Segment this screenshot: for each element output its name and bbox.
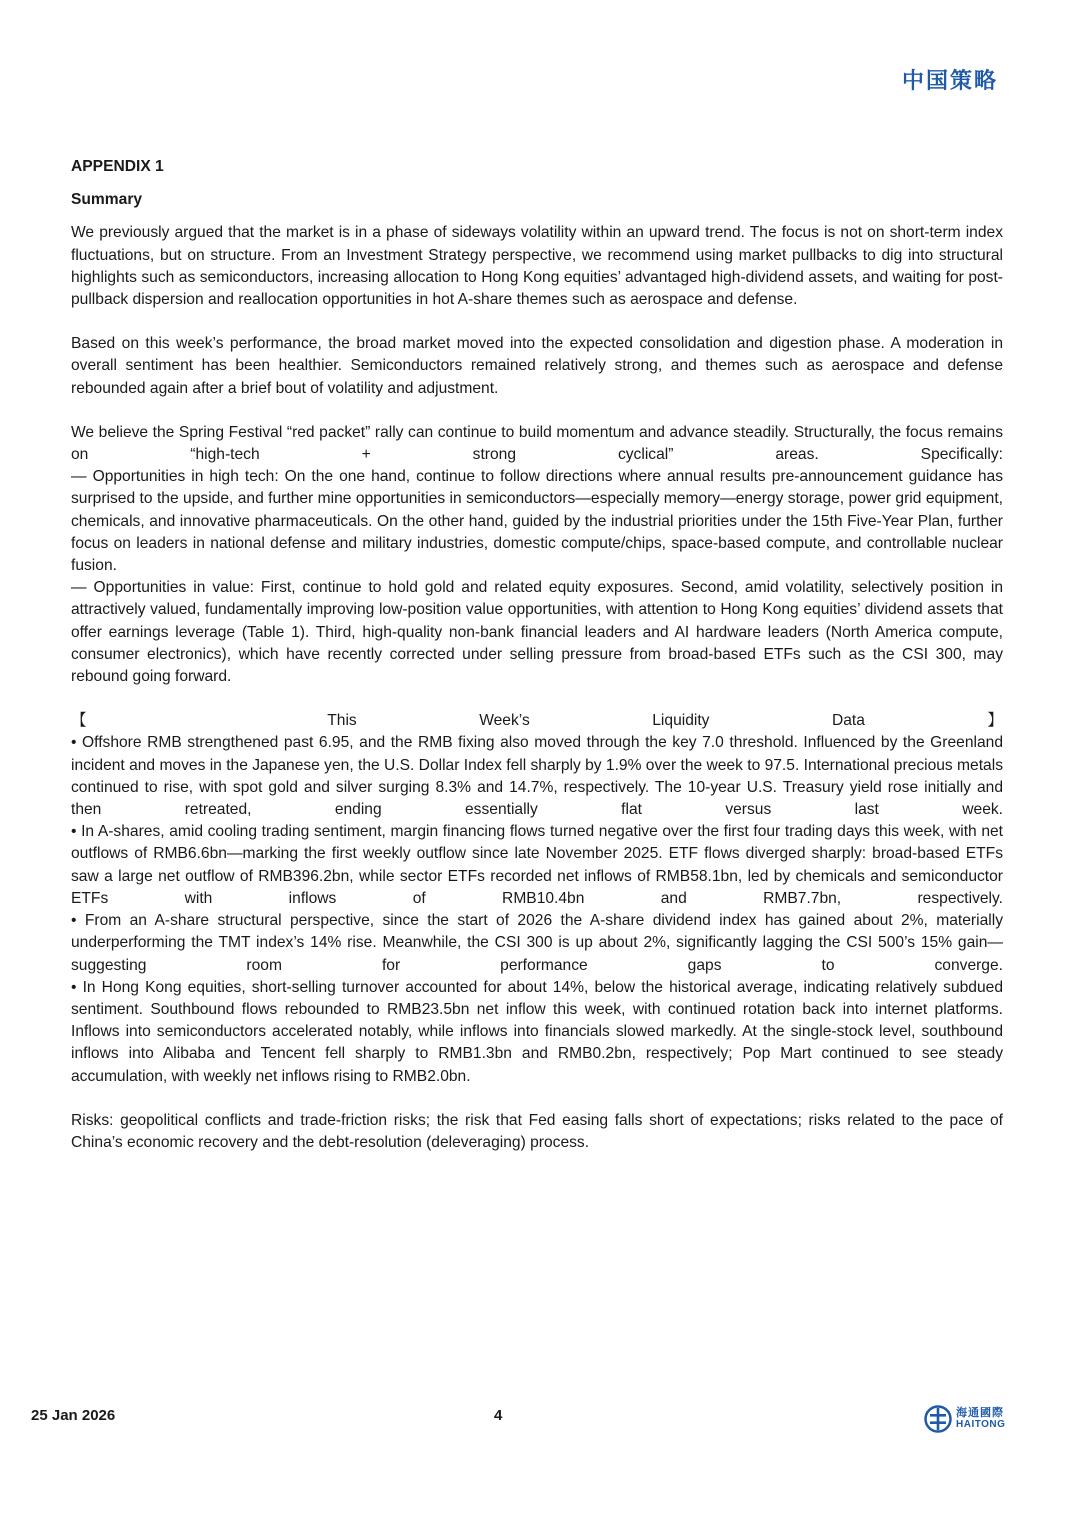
liquidity-bullet-a-shares: • In A-shares, amid cooling trading sentiment, margin financing flows turned negative over the first four trading days this week, with net outflows of RMB6.6bn—marking the first weekly outflow since late November 2025. ETF flows diverged sharply: broad-based ETFs saw a large net outflow of RMB396.2bn, while sector ETFs recorded net inflows of RMB58.1bn, led by chemicals and semiconductor ETFs with inflows of RMB10.4bn and RMB7.7bn, respectively. (71, 823, 1003, 907)
outlook-value: — Opportunities in value: First, continue to hold gold and related equity exposures. Second, amid volatility, selectively position in attractively valued, fundamentally improving low-position value opportunities, with attention to Hong Kong equities’ dividend assets that offer earnings leverage (Table 1). Third, high-quality non-bank financial leaders and AI hardware leaders (North America compute, consumer electronics), which have recently corrected under selling pressure from broad-based ETFs such as the CSI 300, may rebound going forward. (71, 579, 1003, 686)
page-number: 4 (494, 1407, 503, 1424)
appendix-heading: APPENDIX 1 (71, 158, 164, 175)
outlook-intro: We believe the Spring Festival “red packet” rally can continue to build momentum and advance steadily. Structurally, the focus remains on “high-tech + strong cyclical” areas. Specifically: (71, 423, 1003, 464)
haitong-logo (924, 1405, 1005, 1433)
liquidity-bullet-structure: • From an A-share structural perspective, since the start of 2026 the A-share dividend index has gained about 2%, materially underperforming the TMT index’s 14% rise. Meanwhile, the CSI 300 is up about 2%, significantly lagging the CSI 500’s 15% gain—suggesting room for performance gaps to converge. (71, 912, 1003, 974)
document-body (71, 156, 1003, 1176)
outlook-high-tech: — Opportunities in high tech: On the one hand, continue to follow directions where annual results pre-announcement guidance has surprised to the upside, and further mine opportunities in semiconductors—especially memory—energy storage, power grid equipment, chemicals, and innovative pharmaceuticals. On the other hand, guided by the industrial priorities under the 15th Five-Year Plan, further focus on leaders in national defense and military industries, domestic compute/chips, space-based compute, and controllable nuclear fusion. (71, 468, 1003, 575)
report-date: 25 Jan 2026 (31, 1407, 116, 1424)
paragraph-risks: Risks: geopolitical conflicts and trade-friction risks; the risk that Fed easing falls short of expectations; risks related to the pace of China’s economic recovery and the debt-resolution (deleveraging) process. (71, 1111, 1003, 1151)
haitong-logo-icon (924, 1405, 952, 1433)
liquidity-bullet-hong-kong: • In Hong Kong equities, short-selling turnover accounted for about 14%, below the historical average, indicating relatively subdued sentiment. Southbound flows rebounded to RMB23.5bn net inflow this week, with continued rotation back into internet platforms. Inflows into semiconductors accelerated notably, while inflows into financials slowed markedly. At the single-stock level, southbound inflows into Alibaba and Tencent fell sharply to RMB1.3bn and RMB0.2bn, respectively; Pop Mart continued to see steady accumulation, with weekly net inflows rising to RMB2.0bn. (71, 978, 1003, 1085)
summary-heading: Summary (71, 191, 143, 209)
liquidity-heading: 【 This Week’s Liquidity Data 】 (71, 712, 1003, 730)
paragraph-weekly-performance: Based on this week’s performance, the broad market moved into the expected consolidation and digestion phase. A moderation in overall sentiment has been healthier. Semiconductors remained relatively strong, and themes such as aerospace and defense rebounded again after a brief bout of volatility and adjustment. (71, 335, 1003, 397)
paragraph-market-view: We previously argued that the market is in a phase of sideways volatility within an upward trend. The focus is not on short-term index fluctuations, but on structure. From an Investment Strategy perspective, we recommend using market pullbacks to dig into structural highlights such as semiconductors, increasing allocation to Hong Kong equities’ advantaged high-dividend assets, and waiting for post-pullback dispersion and reallocation opportunities in hot A-share themes such as aerospace and defense. (71, 224, 1003, 309)
paragraph-outlook (71, 422, 1003, 688)
header-title: 中国策略 (901, 69, 998, 94)
liquidity-bullet-fx: • Offshore RMB strengthened past 6.95, and the RMB fixing also moved through the key 7.0 threshold. Influenced by the Greenland incident and moves in the Japanese yen, the U.S. Dollar Index fell sharply by 1.9% over the week to 97.5. International precious metals continued to rise, with spot gold and silver surging 8.3% and 14.7%, respectively. The 10-year U.S. Treasury yield rose initially and then retreated, ending essentially flat versus last week. (71, 734, 1003, 819)
paragraph-liquidity (71, 710, 1003, 1087)
logo-english-name: HAITONG (956, 1419, 1006, 1430)
logo-chinese-name: 海通國際 (956, 1407, 1004, 1419)
